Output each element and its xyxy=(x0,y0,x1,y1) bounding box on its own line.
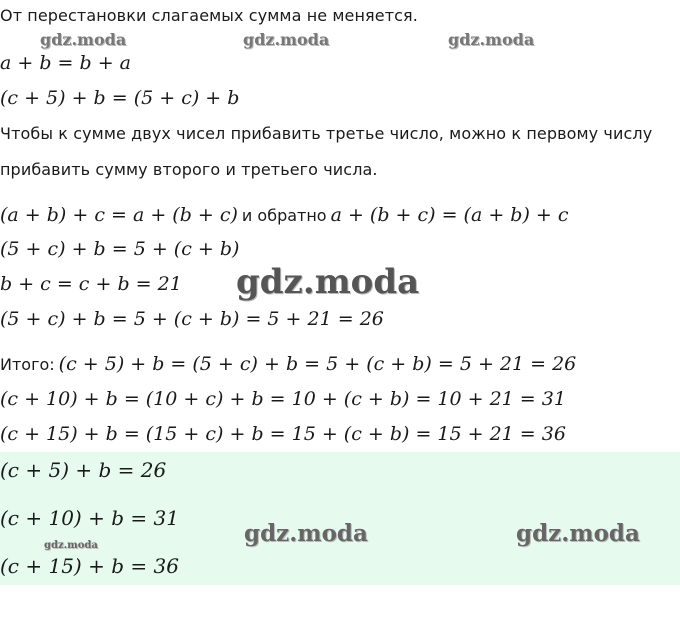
equation-associative xyxy=(0,204,569,226)
equation-step-3: (5 + c) + b = 5 + (c + b) = 5 + 21 = 26 xyxy=(0,308,384,330)
watermark-tiny: gdz.moda xyxy=(44,540,98,551)
equation-associative-word: и обратно xyxy=(241,206,327,225)
rule-associative-line2: прибавить сумму второго и третьего числа. xyxy=(0,160,378,179)
watermark-3: gdz.moda xyxy=(448,30,535,49)
rule-commutative: От перестановки слагаемых сумма не меняется. xyxy=(0,6,418,25)
equation-associative-right: a + (b + c) = (a + b) + c xyxy=(330,204,569,226)
equation-total xyxy=(0,353,576,375)
total-label: Итого: xyxy=(0,355,55,374)
equation-associative-left: (a + b) + c = a + (b + c) xyxy=(0,204,238,226)
equation-step-1: (5 + c) + b = 5 + (c + b) xyxy=(0,238,240,260)
equation-total-15: (c + 15) + b = (15 + c) + b = 15 + (c + b) = 15 + 21 = 36 xyxy=(0,423,566,445)
equation-total-10: (c + 10) + b = (10 + c) + b = 10 + (c + b) = 10 + 21 = 31 xyxy=(0,388,566,410)
answer-2: (c + 10) + b = 31 xyxy=(0,506,179,530)
answer-3: (c + 15) + b = 36 xyxy=(0,554,179,578)
watermark-2: gdz.moda xyxy=(243,30,330,49)
equation-total-expr: (c + 5) + b = (5 + c) + b = 5 + (c + b) = 5 + 21 = 26 xyxy=(58,353,577,375)
answer-1: (c + 5) + b = 26 xyxy=(0,458,167,482)
watermark-answer-1: gdz.moda xyxy=(244,520,368,547)
equation-example-1: (c + 5) + b = (5 + c) + b xyxy=(0,87,240,109)
watermark-1: gdz.moda xyxy=(40,30,127,49)
equation-commutative: a + b = b + a xyxy=(0,52,131,74)
watermark-answer-2: gdz.moda xyxy=(516,520,640,547)
equation-step-2: b + c = c + b = 21 xyxy=(0,273,182,295)
rule-associative-line1: Чтобы к сумме двух чисел прибавить третье число, можно к первому числу xyxy=(0,124,653,143)
watermark-center: gdz.moda xyxy=(236,262,420,302)
answer-box xyxy=(0,452,680,585)
